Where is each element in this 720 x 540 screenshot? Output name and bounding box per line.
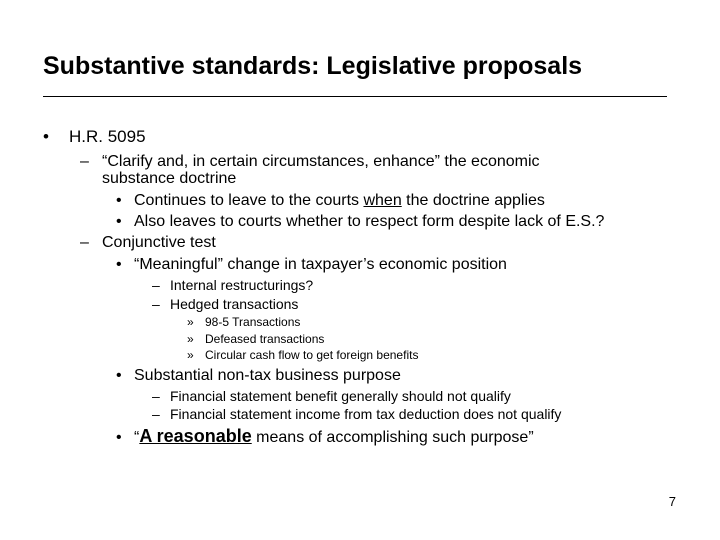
bullet-also-leaves: Also leaves to courts whether to respect form despite lack of E.S.? (134, 213, 605, 230)
bullet-clarify-line2: substance doctrine (102, 170, 237, 187)
bullet-internal-restructurings: Internal restructurings? (170, 277, 314, 293)
chevron-marker: » (187, 332, 194, 346)
continues-text-post: the doctrine applies (401, 192, 545, 209)
bullet-conjunctive-test: Conjunctive test (102, 234, 216, 251)
dash-marker: – (152, 388, 160, 404)
reasonable-rest: means of accomplishing such purpose” (251, 429, 534, 446)
bullet-substantial-purpose: Substantial non-tax business purpose (134, 367, 401, 384)
bullet-marker: • (116, 213, 122, 230)
bullet-defeased-transactions: Defeased transactions (205, 332, 325, 346)
dash-marker: – (152, 406, 160, 422)
bullet-financial-income: Financial statement income from tax deduction does not qualify (170, 406, 562, 422)
title-divider (43, 96, 667, 97)
bullet-meaningful-change: “Meaningful” change in taxpayer’s economic position (134, 256, 507, 273)
continues-when-underlined: when (363, 192, 402, 209)
continues-text-pre: Continues to leave to the courts (134, 192, 364, 209)
bullet-marker: • (116, 192, 122, 209)
dash-marker: – (152, 277, 160, 293)
bullet-clarify-line1: “Clarify and, in certain circumstances, enhance” the economic (102, 153, 540, 170)
dash-marker: – (80, 153, 89, 170)
bullet-circular-cash-flow: Circular cash flow to get foreign benefits (205, 348, 419, 362)
reasonable-open-quote: “ (134, 429, 140, 446)
dash-marker: – (152, 296, 160, 312)
bullet-98-5-transactions: 98-5 Transactions (205, 315, 301, 329)
bullet-marker: • (43, 127, 49, 146)
bullet-marker: • (116, 256, 122, 273)
chevron-marker: » (187, 348, 194, 362)
bullet-hr-5095: H.R. 5095 (69, 127, 146, 146)
bullet-marker: • (116, 429, 122, 446)
reasonable-emphasis: A reasonable (139, 426, 252, 446)
chevron-marker: » (187, 315, 194, 329)
bullet-financial-benefit: Financial statement benefit generally should not qualify (170, 388, 511, 404)
dash-marker: – (80, 234, 89, 251)
bullet-reasonable-means (134, 426, 534, 447)
page-number: 7 (668, 494, 676, 509)
bullet-hedged-transactions: Hedged transactions (170, 296, 299, 312)
bullet-marker: • (116, 367, 122, 384)
bullet-continues (134, 192, 545, 210)
slide-title: Substantive standards: Legislative proposals (43, 52, 583, 80)
